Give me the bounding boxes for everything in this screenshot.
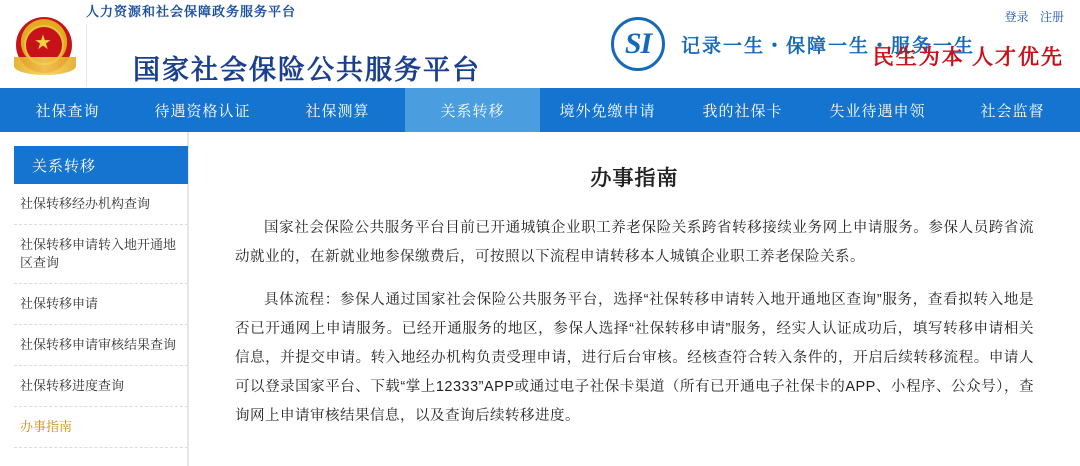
nav-item-label: 社保测算 — [305, 102, 370, 120]
auth-links — [873, 8, 1064, 25]
site-subtitle: 人力资源和社会保障政务服务平台 — [86, 4, 297, 19]
nav-item-label: 境外免缴申请 — [559, 102, 656, 120]
sidebar-item-banshi-zhinan[interactable] — [14, 407, 188, 448]
login-link[interactable]: 登录 — [1004, 10, 1029, 24]
header-motto: 民生为本 人才优先 — [872, 45, 1064, 69]
site-header — [0, 0, 1080, 88]
nav-item-jingwaimianjiao[interactable] — [540, 88, 675, 132]
nav-item-shehuijiandu[interactable] — [945, 88, 1080, 132]
nav-item-daiyuzige[interactable] — [135, 88, 270, 132]
si-logo — [611, 17, 665, 71]
sidebar-item-label: 社保转移经办机构查询 — [20, 196, 151, 211]
nav-item-label: 失业待遇申领 — [829, 102, 926, 120]
sidebar-item-shenhe-jieguo[interactable] — [14, 325, 188, 366]
header-right — [873, 8, 1064, 71]
content-area — [0, 132, 1080, 466]
nav-item-label: 我的社保卡 — [702, 102, 783, 120]
sidebar-item-label: 社保转移申请审核结果查询 — [20, 337, 177, 352]
nav-item-wodeshebaoka[interactable] — [675, 88, 810, 132]
sidebar-item-jindu-chaxun[interactable] — [14, 366, 188, 407]
site-title: 国家社会保险公共服务平台 — [86, 24, 527, 87]
nav-item-guanxizhuanyi[interactable] — [405, 88, 540, 132]
national-emblem-icon: ★ — [14, 13, 76, 75]
sidebar-item-label: 社保转移申请转入地开通地区查询 — [20, 237, 177, 270]
sidebar-item-zhuanyi-shenqing[interactable] — [14, 284, 188, 325]
sidebar-item-zhuanrudi-kaitong[interactable] — [14, 225, 188, 284]
sidebar-item-label: 办事指南 — [20, 419, 73, 434]
nav-item-label: 关系转移 — [440, 102, 505, 120]
page-title: 办事指南 — [590, 167, 679, 190]
nav-item-label: 社会监督 — [980, 102, 1045, 120]
sidebar-item-label: 社保转移申请 — [20, 296, 99, 311]
guide-paragraph-2: 具体流程：参保人通过国家社会保险公共服务平台，选择“社保转移申请转入地开通地区查询”服务，查看拟转入地是否已开通网上申请服务。已经开通服务的地区，参保人选择“社保转移申请”服务，经实人认证成功后，填写转移申请相关信息，并提交申请。转入地经办机构负责受理申请，进行后台审核。经核查符合转入条件的，开启后续转移流程。申请人可以登录国家平台、下载“掌上12333”APP或通过电子社保卡渠道（所有已开通电子社保卡的APP、小程序、公众号），查询网上申请审核结果信息，以及查询后续转移进度。 — [235, 292, 1034, 424]
register-link[interactable]: 注册 — [1039, 10, 1064, 24]
sidebar-title: 关系转移 — [14, 146, 188, 184]
nav-item-shiyedaiyu[interactable] — [810, 88, 945, 132]
guide-paragraph-1: 国家社会保险公共服务平台目前已开通城镇企业职工养老保险关系跨省转移接续业务网上申请服务。参保人员跨省流动就业的，在新就业地参保缴费后，可按照以下流程申请转移本人城镇企业职工养老保险关系。 — [235, 220, 1034, 265]
nav-item-shebaochaxun[interactable] — [0, 88, 135, 132]
nav-item-label: 社保查询 — [35, 102, 100, 120]
main-panel — [188, 132, 1080, 466]
main-nav — [0, 88, 1080, 132]
nav-item-shebaocesuan[interactable] — [270, 88, 405, 132]
si-logo-icon: SI — [611, 17, 665, 71]
site-slogan: 记录一生・保障一生・服务一生 — [681, 35, 976, 57]
sidebar-item-label: 社保转移进度查询 — [20, 378, 125, 393]
sidebar — [0, 132, 188, 466]
nav-item-label: 待遇资格认证 — [154, 102, 251, 120]
sidebar-item-jingbanjigou[interactable] — [14, 184, 188, 225]
site-titles — [86, 1, 527, 87]
